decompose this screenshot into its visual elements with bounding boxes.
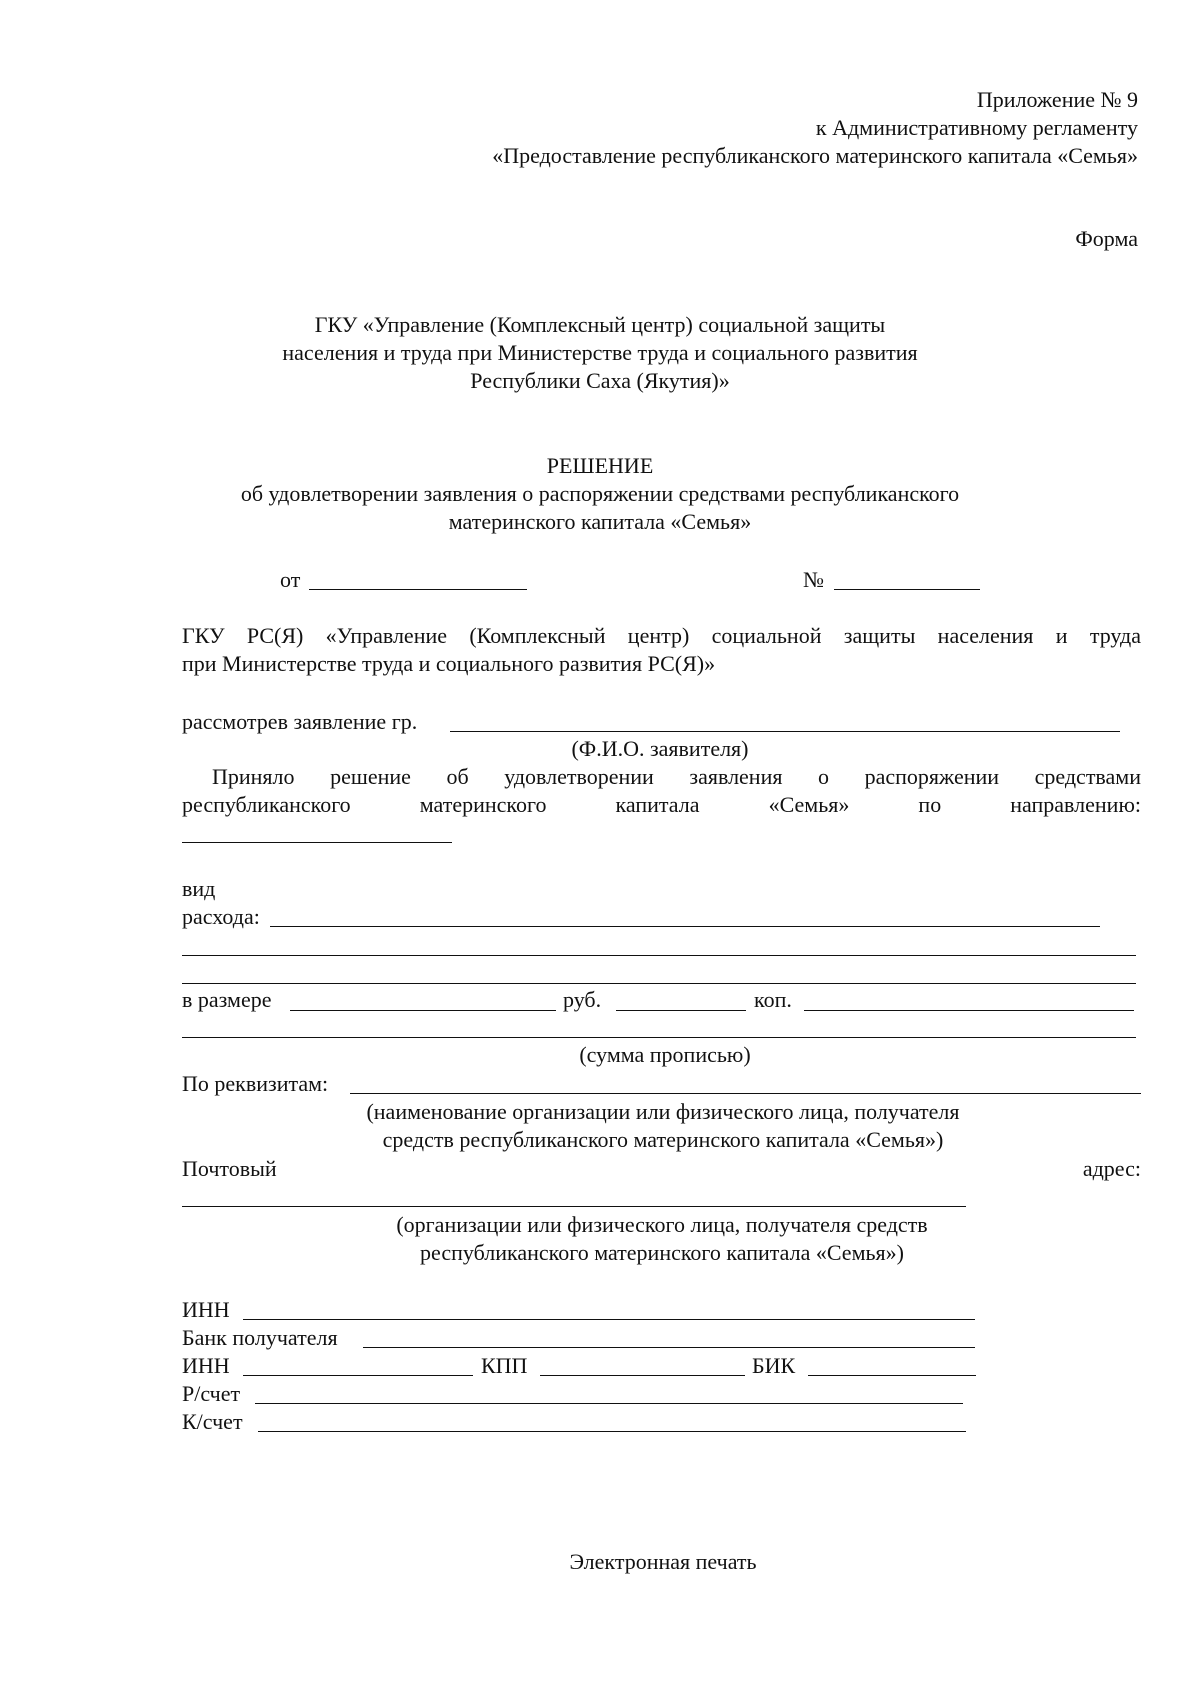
rub-label: руб. bbox=[563, 987, 602, 1012]
postal-hint-1: (организации или физического лица, получателя средств bbox=[396, 1212, 928, 1237]
rub-field[interactable] bbox=[616, 1010, 746, 1011]
appendix-regulation: к Административному регламенту bbox=[815, 115, 1138, 140]
decision-subtitle-1: об удовлетворении заявления о распоряжении средствами республиканского bbox=[240, 481, 960, 506]
rs-field[interactable] bbox=[255, 1403, 963, 1404]
requisites-hint-1: (наименование организации или физического лица, получателя bbox=[366, 1099, 960, 1124]
inn-field[interactable] bbox=[243, 1319, 975, 1320]
expense-label-2: расхода: bbox=[182, 904, 260, 929]
requisites-label: По реквизитам: bbox=[182, 1071, 329, 1096]
inn-label: ИНН bbox=[182, 1297, 230, 1322]
address-label: адрес: bbox=[1082, 1156, 1141, 1181]
inn2-label: ИНН bbox=[182, 1353, 230, 1378]
accepted-line-1: Приняло решение об удовлетворении заявления о распоряжении средствами bbox=[212, 764, 1141, 789]
regulation-title: «Предоставление республиканского материнского капитала «Семья» bbox=[492, 143, 1138, 168]
bank-field[interactable] bbox=[363, 1347, 975, 1348]
postal-label: Почтовый bbox=[182, 1156, 277, 1181]
applicant-name-field[interactable] bbox=[450, 731, 1120, 732]
expense-type-field-line-3[interactable] bbox=[182, 983, 1136, 984]
amount-words-field[interactable] bbox=[182, 1037, 1136, 1038]
considered-label: рассмотрев заявление гр. bbox=[182, 709, 418, 734]
number-label: № bbox=[803, 567, 824, 592]
decision-subtitle-2: материнского капитала «Семья» bbox=[448, 509, 752, 534]
form-label: Форма bbox=[1075, 226, 1138, 251]
ks-label: К/счет bbox=[182, 1409, 243, 1434]
date-field[interactable] bbox=[309, 589, 527, 590]
expense-type-field[interactable] bbox=[270, 926, 1100, 927]
number-field[interactable] bbox=[834, 589, 980, 590]
rs-label: Р/счет bbox=[182, 1381, 241, 1406]
bank-label: Банк получателя bbox=[182, 1325, 338, 1350]
ks-field[interactable] bbox=[258, 1431, 966, 1432]
direction-field[interactable] bbox=[182, 842, 452, 843]
bik-label: БИК bbox=[752, 1353, 796, 1378]
postal-address-field[interactable] bbox=[182, 1206, 966, 1207]
inn2-field[interactable] bbox=[243, 1375, 473, 1376]
from-label: от bbox=[280, 567, 301, 592]
fio-hint: (Ф.И.О. заявителя) bbox=[571, 736, 749, 761]
amount-words-hint: (сумма прописью) bbox=[579, 1042, 751, 1067]
accepted-line-2: республиканского материнского капитала «Семья» по направлению: bbox=[182, 792, 1141, 817]
expense-label-1: вид bbox=[182, 876, 216, 901]
amount-field[interactable] bbox=[290, 1010, 556, 1011]
requisites-hint-2: средств республиканского материнского капитала «Семья») bbox=[382, 1127, 944, 1152]
expense-type-field-line-2[interactable] bbox=[182, 955, 1136, 956]
amount-label: в размере bbox=[182, 987, 272, 1012]
postal-hint-2: республиканского материнского капитала «Семья») bbox=[420, 1240, 904, 1265]
requisites-field[interactable] bbox=[350, 1093, 1141, 1094]
kop-field[interactable] bbox=[804, 1010, 1134, 1011]
electronic-seal-label: Электронная печать bbox=[569, 1549, 757, 1574]
agency-line-1: ГКУ «Управление (Комплексный центр) социальной защиты bbox=[314, 312, 886, 337]
agency-line-2: населения и труда при Министерстве труда и социального развития bbox=[282, 340, 918, 365]
agency-line-3: Республики Саха (Якутия)» bbox=[470, 368, 730, 393]
org-line-2: при Министерстве труда и социального развития РС(Я)» bbox=[182, 651, 716, 676]
kop-label: коп. bbox=[754, 987, 792, 1012]
kpp-field[interactable] bbox=[540, 1375, 745, 1376]
bik-field[interactable] bbox=[808, 1375, 976, 1376]
decision-title: РЕШЕНИЕ bbox=[546, 453, 654, 478]
kpp-label: КПП bbox=[481, 1353, 528, 1378]
org-line-1: ГКУ РС(Я) «Управление (Комплексный центр) социальной защиты населения и труда bbox=[182, 623, 1141, 648]
appendix-number: Приложение № 9 bbox=[976, 87, 1138, 112]
